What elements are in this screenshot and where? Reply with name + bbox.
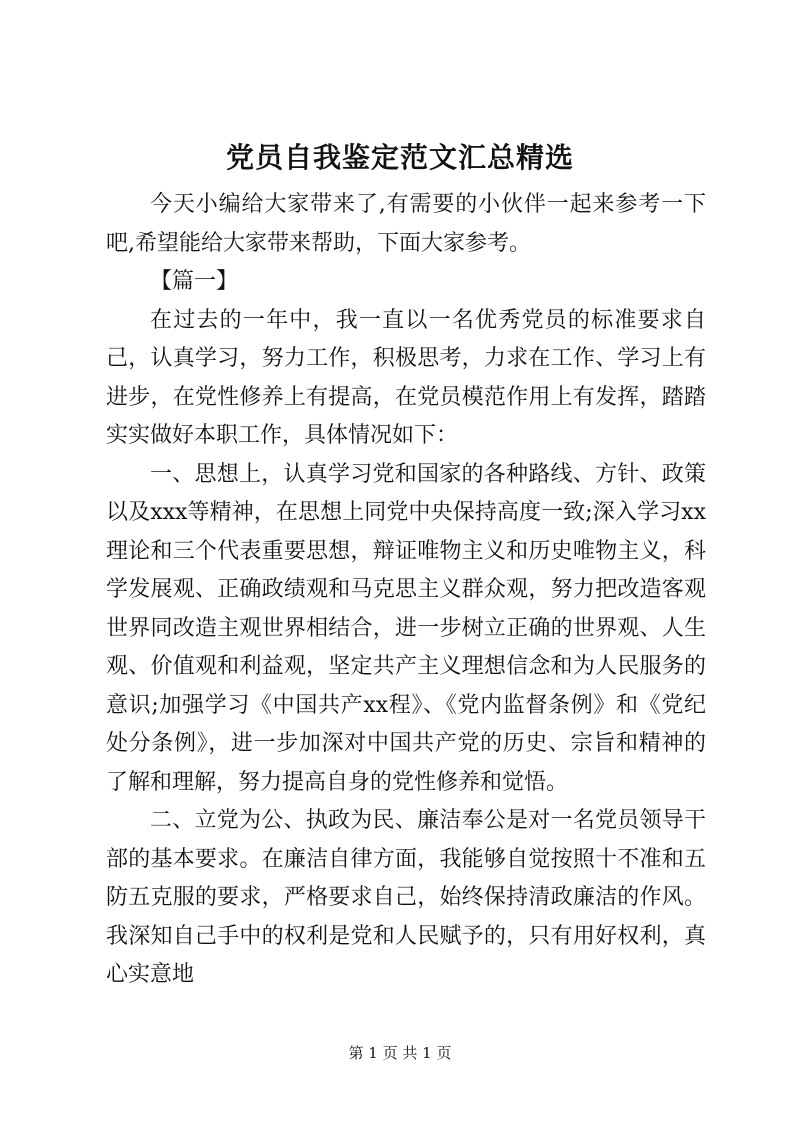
document-title: 党员自我鉴定范文汇总精选 <box>225 141 574 174</box>
section-heading: 【篇一】 <box>150 269 239 294</box>
body-paragraph: 在过去的一年中，我一直以一名优秀党员的标准要求自己，认真学习，努力工作，积极思考，力求在工作、学习上有进步，在党性修养上有提高，在党员模范作用上有发挥，踏踏实实做好本职工作，具体情况如下： <box>106 307 706 448</box>
document-body <box>106 186 706 995</box>
intro-paragraph: 今天小编给大家带来了,有需要的小伙伴一起来参考一下吧,希望能给大家带来帮助，下面大家参考。 <box>106 192 706 256</box>
body-paragraph: 二、立党为公、执政为民、廉洁奉公是对一名党员领导干部的基本要求。在廉洁自律方面，我能够自觉按照十不准和五防五克服的要求，严格要求自己，始终保持清政廉洁的作风。我深知自己手中的权利是党和人民赋予的，只有用好权利，真心实意地 <box>106 808 706 987</box>
body-paragraph: 一、思想上，认真学习党和国家的各种路线、方针、政策以及xxx等精神，在思想上同党中央保持高度一致;深入学习xx理论和三个代表重要思想，辩证唯物主义和历史唯物主义，科学发展观、正确政绩观和马克思主义群众观，努力把改造客观世界同改造主观世界相结合，进一步树立正确的世界观、人生观、价值观和利益观，坚定共产主义理想信念和为人民服务的意识;加强学习《中国共产xx程》、《党内监督条例》和《党纪处分条例》，进一步加深对中国共产党的历史、宗旨和精神的了解和理解，努力提高自身的党性修养和觉悟。 <box>106 461 706 795</box>
page-footer: 第 1 页 共 1 页 <box>348 1044 452 1062</box>
